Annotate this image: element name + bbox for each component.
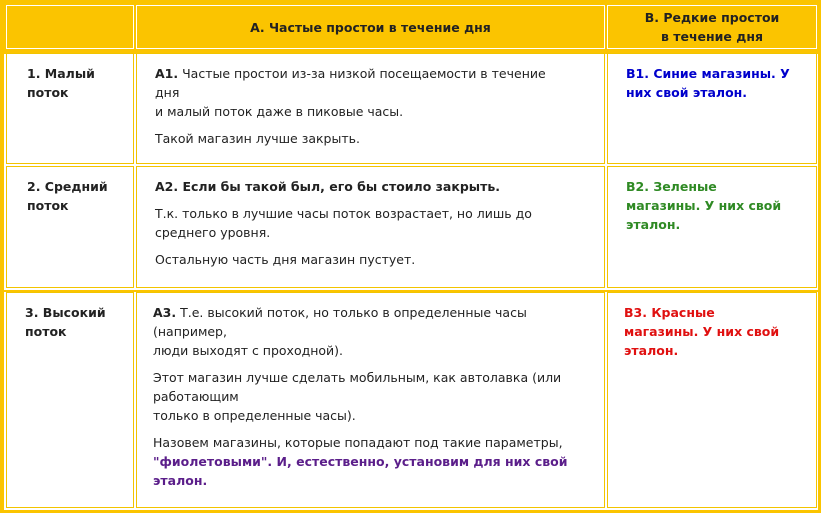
row2-b-line2: магазины. У них свой xyxy=(626,198,782,213)
row3-b-line1: В3. Красные xyxy=(624,305,715,320)
bottom-border xyxy=(0,510,821,513)
header-col-b xyxy=(607,5,817,49)
row3-b-line3: эталон. xyxy=(624,343,679,358)
row3-b-line2: магазины. У них свой xyxy=(624,324,780,339)
row1-label-line1: 1. Малый xyxy=(27,66,95,81)
row2-a-para2-line1: Т.к. только в лучшие часы поток возрастает, но лишь до xyxy=(155,206,532,221)
header-col-a-label: А. Частые простои в течение дня xyxy=(250,19,491,35)
row1-a-para2: Такой магазин лучше закрыть. xyxy=(155,131,360,146)
row3-label-cell xyxy=(6,292,134,508)
row3-a-prefix: А3. xyxy=(153,305,177,320)
row2-label-line2: поток xyxy=(27,198,69,213)
row3-a-line2: (например, xyxy=(153,324,227,339)
row3-a-purple-line1: "фиолетовыми". И, естественно, установим для них свой xyxy=(153,454,568,469)
row3-a-para3-line1: Назовем магазины, которые попадают под такие параметры, xyxy=(153,435,563,450)
row3-top-border xyxy=(0,290,821,292)
row3-col-b-cell xyxy=(607,292,817,508)
row1-a-para1 xyxy=(155,64,592,83)
row2-col-a-cell xyxy=(136,166,605,288)
row3-a-para2-line2: работающим xyxy=(153,389,239,404)
row2-a-bold: А2. Если бы такой был, его бы стоило закрыть. xyxy=(155,179,500,194)
row3-col-a-cell xyxy=(136,292,605,508)
header-col-b-line2: в течение дня xyxy=(660,29,764,44)
row3-label-line2: поток xyxy=(25,324,67,339)
row3-a-para2-line1: Этот магазин лучше сделать мобильным, как автолавка (или xyxy=(153,370,562,385)
row2-b-line3: эталон. xyxy=(626,217,681,232)
header-col-b-line1: В. Редкие простои xyxy=(644,10,780,25)
row2-a-para2-line2: среднего уровня. xyxy=(155,225,271,240)
row2-a-para3: Остальную часть дня магазин пустует. xyxy=(155,252,416,267)
row1-col-b-cell xyxy=(607,53,817,164)
header-col-a xyxy=(136,5,605,49)
row1-col-a-cell xyxy=(136,53,605,164)
row3-a-line1: Т.е. высокий поток, но только в определенные часы xyxy=(176,305,527,320)
row1-label-line2: поток xyxy=(27,85,69,100)
row3-a-para2-line3: только в определенные часы). xyxy=(153,408,356,423)
row1-a-line2: дня xyxy=(155,85,180,100)
row1-b-line1: В1. Синие магазины. У xyxy=(626,66,790,81)
row3-label-line1: 3. Высокий xyxy=(25,305,106,320)
row1-a-line3: и малый поток даже в пиковые часы. xyxy=(155,104,404,119)
left-border xyxy=(0,0,4,512)
row3-a-purple-line2: эталон. xyxy=(153,473,208,488)
header-empty-cell xyxy=(6,5,134,49)
row3-a-line3: люди выходят с проходной). xyxy=(153,343,344,358)
row1-label-cell xyxy=(6,53,134,164)
row2-b-line1: В2. Зеленые xyxy=(626,179,717,194)
row2-col-b-cell xyxy=(607,166,817,288)
row1-a-prefix: А1. xyxy=(155,66,179,81)
row2-label-line1: 2. Средний xyxy=(27,179,108,194)
row1-a-line1: Частые простои из-за низкой посещаемости в течение xyxy=(178,66,546,81)
row1-b-line2: них свой эталон. xyxy=(626,85,748,100)
row2-label-cell xyxy=(6,166,134,288)
row3-a-para1 xyxy=(153,303,592,322)
